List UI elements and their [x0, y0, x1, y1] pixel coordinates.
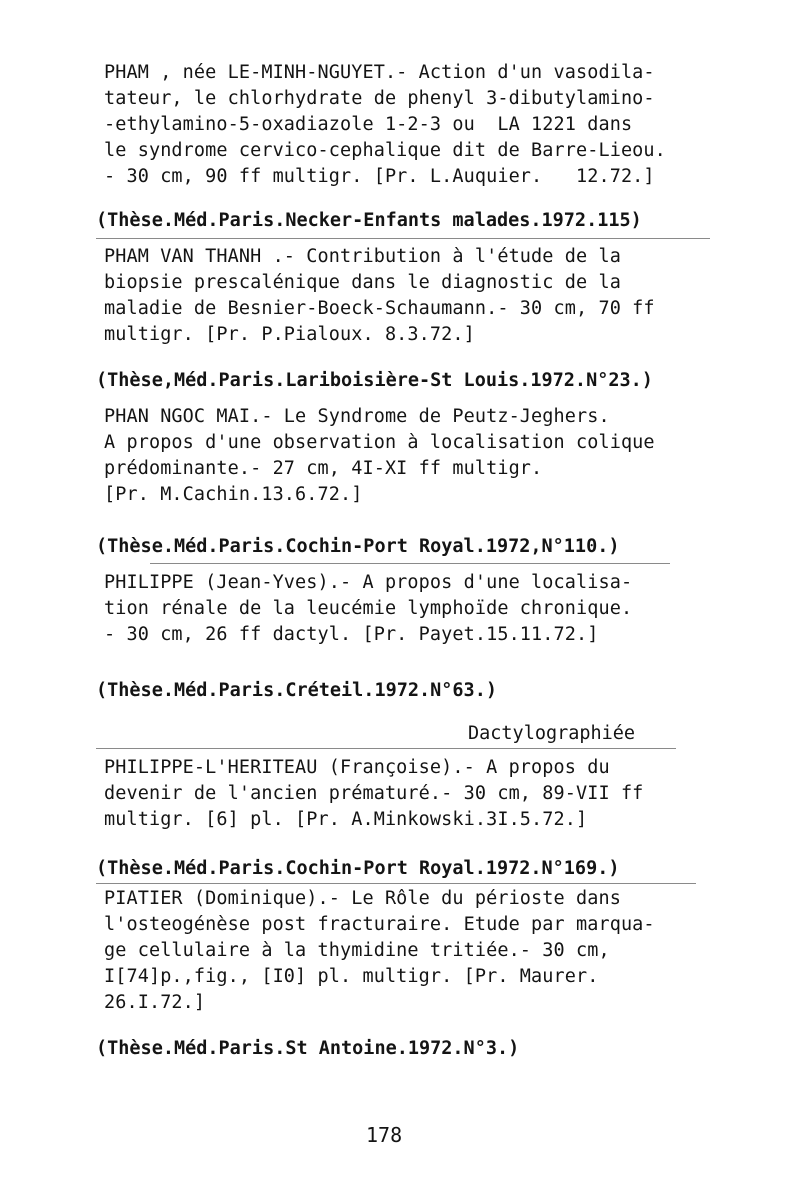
bibliographic-entry	[104, 244, 704, 348]
entry-line: biopsie prescalénique dans le diagnostic de la	[104, 272, 621, 293]
page-number: 178	[366, 1123, 403, 1147]
entry-line: ge cellulaire à la thymidine tritiée.- 30 cm,	[104, 940, 610, 961]
bibliographic-entry	[104, 404, 704, 508]
entry-line: tion rénale de la leucémie lymphoïde chronique.	[104, 598, 633, 619]
bibliographic-entry	[104, 60, 704, 190]
typed-note: Dactylographiée	[468, 723, 636, 744]
thesis-reference: (Thèse,Méd.Paris.Lariboisière-St Louis.1972.N°23.)	[96, 370, 653, 391]
thesis-reference: (Thèse.Méd.Paris.St Antoine.1972.N°3.)	[96, 1038, 520, 1059]
entry-line: PHILIPPE-L'HERITEAU (Françoise).- A propos du	[104, 757, 610, 778]
entry-line: tateur, le chlorhydrate de phenyl 3-dibutylamino-	[104, 88, 655, 109]
entry-line: - 30 cm, 90 ff multigr. [Pr. L.Auquier. 12.72.]	[104, 166, 655, 187]
entry-line: I[74]p.,fig., [I0] pl. multigr. [Pr. Maurer.	[104, 966, 599, 987]
thesis-reference: (Thèse.Méd.Paris.Necker-Enfants malades.1972.115)	[96, 210, 642, 231]
entry-line: prédominante.- 27 cm, 4I-XI ff multigr.	[104, 458, 543, 479]
divider	[96, 883, 696, 884]
entry-line: PHILIPPE (Jean-Yves).- A propos d'une localisa-	[104, 572, 633, 593]
divider	[150, 563, 670, 564]
divider	[96, 238, 710, 239]
entry-line: A propos d'une observation à localisation colique	[104, 432, 655, 453]
divider	[96, 748, 676, 749]
bibliographic-entry	[104, 886, 704, 1016]
thesis-reference: (Thèse.Méd.Paris.Cochin-Port Royal.1972.N°169.)	[96, 858, 620, 879]
thesis-reference: (Thèse.Méd.Paris.Cochin-Port Royal.1972,N°110.)	[96, 536, 620, 557]
entry-line: le syndrome cervico-cephalique dit de Barre-Lieou.	[104, 140, 666, 161]
entry-line: PHAM , née LE-MINH-NGUYET.- Action d'un vasodila-	[104, 62, 655, 83]
bibliographic-entry	[104, 755, 704, 833]
entry-line: [Pr. M.Cachin.13.6.72.]	[104, 484, 363, 505]
entry-line: -ethylamino-5-oxadiazole 1-2-3 ou LA 1221 dans	[104, 114, 633, 135]
entry-line: 26.I.72.]	[104, 992, 206, 1013]
entry-line: PHAN NGOC MAI.- Le Syndrome de Peutz-Jeghers.	[104, 406, 610, 427]
entry-line: PHAM VAN THANH .- Contribution à l'étude de la	[104, 246, 621, 267]
entry-line: devenir de l'ancien prématuré.- 30 cm, 89-VII ff	[104, 783, 644, 804]
entry-line: - 30 cm, 26 ff dactyl. [Pr. Payet.15.11.72.]	[104, 624, 599, 645]
entry-line: PIATIER (Dominique).- Le Rôle du périoste dans	[104, 888, 621, 909]
entry-line: maladie de Besnier-Boeck-Schaumann.- 30 cm, 70 ff	[104, 298, 655, 319]
bibliographic-entry	[104, 570, 704, 648]
thesis-reference: (Thèse.Méd.Paris.Créteil.1972.N°63.)	[96, 680, 497, 701]
entry-line: multigr. [6] pl. [Pr. A.Minkowski.3I.5.72.]	[104, 809, 588, 830]
entry-line: multigr. [Pr. P.Pialoux. 8.3.72.]	[104, 324, 475, 345]
entry-line: l'osteogénèse post fracturaire. Etude par marqua-	[104, 914, 655, 935]
